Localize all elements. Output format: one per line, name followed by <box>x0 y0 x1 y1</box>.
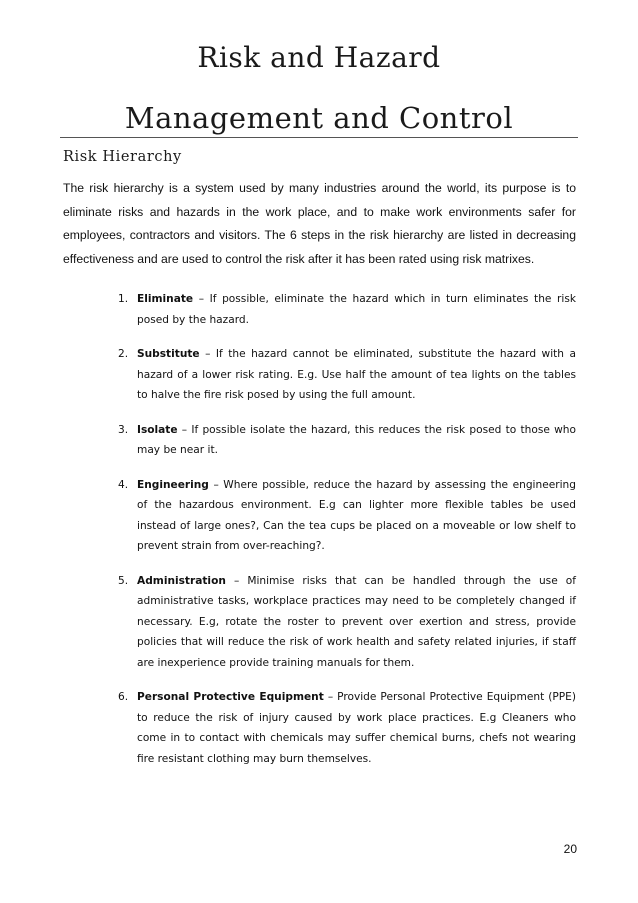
list-item-text: – Minimise risks that can be handled through the use of administrative tasks, workplace practices may need to be completely changed if necessary. E.g, rotate the roster to prevent over exertion and stress, provide policies that will reduce the risk of work health and safety related injuries, if staff are inexperience provide training manuals for them. <box>137 574 576 669</box>
list-item <box>118 289 576 330</box>
list-item-number: 2. <box>118 348 129 360</box>
list-item-number: 3. <box>118 423 129 436</box>
section-heading: Risk Hierarchy <box>63 149 182 165</box>
list-item-term: Isolate <box>137 423 178 436</box>
list-item-number: 1. <box>118 293 129 305</box>
page-number: 20 <box>563 842 577 856</box>
list-item <box>118 687 576 769</box>
page-title-line-1: Risk and Hazard <box>197 41 441 74</box>
title-divider <box>60 137 578 138</box>
page-title-line-2: Management and Control <box>124 101 514 135</box>
list-item <box>118 571 576 674</box>
list-item-term: Substitute <box>137 348 200 360</box>
list-item-term: Eliminate <box>137 293 194 305</box>
list-item <box>118 344 576 406</box>
intro-paragraph: The risk hierarchy is a system used by many industries around the world, its purpose is to eliminate risks and hazards in the work place, and to make work environments safer for employees, contractors and visitors. The 6 steps in the risk hierarchy are listed in decreasing effectiveness and are used to control the risk after it has been rated using risk matrixes. <box>63 181 576 266</box>
list-item-number: 6. <box>118 691 129 703</box>
list-item <box>118 420 576 461</box>
list-item-text: – If possible, eliminate the hazard which in turn eliminates the risk posed by the hazard. <box>137 293 576 326</box>
list-item-number: 5. <box>118 574 129 587</box>
list-item-term: Administration <box>137 574 226 587</box>
list-item-text: – Where possible, reduce the hazard by assessing the engineering of the hazardous environment. E.g can lighter more flexible tables be used instead of large ones?, Can the tea cups be placed on a moveable or low shelf to prevent strain from over-reaching?. <box>137 478 576 552</box>
list-item-text: – If possible isolate the hazard, this reduces the risk posed to those who may be near it. <box>137 423 576 456</box>
list-item-text: – Provide Personal Protective Equipment (PPE) to reduce the risk of injury caused by work place practices. E.g Cleaners who come in to contact with chemicals may suffer chemical burns, chefs not wearing fire resistant clothing may burn themselves. <box>137 691 576 765</box>
list-item <box>118 475 576 557</box>
list-item-term: Engineering <box>137 478 209 491</box>
risk-hierarchy-list <box>118 289 576 769</box>
list-item-text: – If the hazard cannot be eliminated, substitute the hazard with a hazard of a lower risk rating. E.g. Use half the amount of tea lights on the tables to halve the fire risk posed by using the full amount. <box>137 348 576 401</box>
list-item-number: 4. <box>118 478 129 491</box>
list-item-term: Personal Protective Equipment <box>137 691 324 703</box>
